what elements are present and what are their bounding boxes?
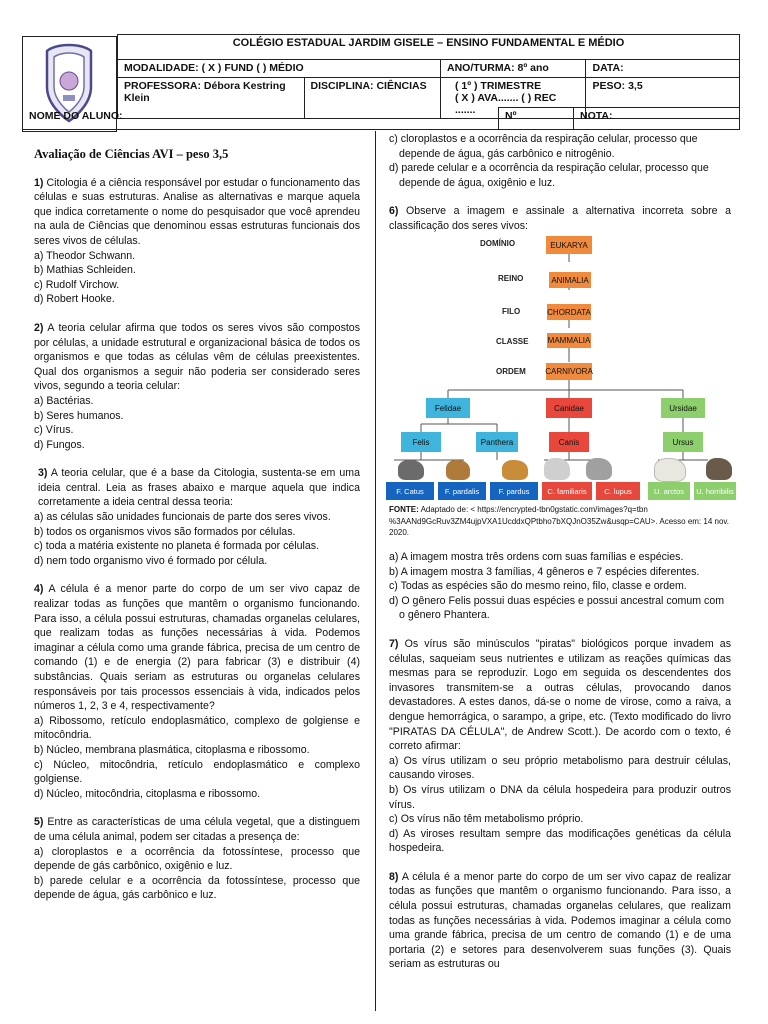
source-text: Adaptado de: < https://encrypted-tbn0gstatic.com/images?q=tbn %3AANd9GcRuv3ZM4ujpVXA1UcddxQPtbho7bXQJnO35Zw&usqp=CAU>. Acesso em: 14 nov. 2020. [389,505,730,537]
grizzly-bear-image [706,458,732,480]
q4-option-c[interactable]: c) Núcleo, mitocôndria, retículo endoplasmático e complexo golgiense. [34,758,360,786]
q5-option-b[interactable]: b) parede celular e a ocorrência da fotossíntese, processo que depende de água, gás carbônico e luz. [34,874,360,902]
species-u-arctos: U. arctos [648,482,690,500]
right-column-bottom [389,550,731,972]
species-c-familiaris: C. familiaris [542,482,592,500]
species-f-pardalis: F. pardalis [438,482,486,500]
cat-image [398,460,424,480]
question-1: 1) Citologia é a ciência responsável por estudar o funcionamento das células e suas estruturas. Analise as alternativas e marque aquela que indica corretamente o nome do pesquisador que você aprendeu na aula de Ciências que denominou essas estruturas funcionais dos seres vivos de células. [34,176,360,247]
wolf-image [586,458,612,480]
level-eukarya: EUKARYA [546,236,592,254]
ava-rec-label: ( X ) AVA....... ( ) REC ....... [454,92,557,116]
q3-option-d[interactable]: d) nem todo organismo vivo é formado por célula. [34,554,268,567]
question-7: 7) Os vírus são minúsculos "piratas" biológicos porque invadem as células, saqueiam seus nutrientes e utilizam as reações químicas das mesmas para se reproduzir. Logo em seguida os descendentes dos invasores transmitem-se a outras células, provocando danos devastadores. A estes danos, dá-se o nome de virose, como a raiva, a dengue hemorrágica, o sarampo, a gripe, etc. (Texto modificado do livro "PIRATAS DA CÉLULA", de Andrew Scott.). De acordo com o texto, é correto afirmar: [389,637,731,753]
family-canidae: Canidae [546,398,592,418]
student-number-field: Nº [499,108,574,130]
professora-field: PROFESSORA: Débora Kestring Klein [118,78,305,119]
question-8: 8) A célula é a menor parte do corpo de um ser vivo capaz de realizar todas as funções que mantêm o organismo funcionando. Para isso, a célula possui estruturas, chamadas organelas celulares, que realizam todas as funções necessárias à vida. Podemos imaginar a célula como uma grande fábrica, precisa de um centro de comando (1) e de uma portaria (2) e setores para desenvolverem suas funções (3). Quais seriam as estruturas ou [389,870,731,971]
school-name: COLÉGIO ESTADUAL JARDIM GISELE – ENSINO FUNDAMENTAL E MÉDIO [118,35,740,60]
q2-option-c[interactable]: c) Vírus. [34,424,74,437]
genus-panthera: Panthera [476,432,518,452]
species-f-catus: F. Catus [386,482,434,500]
disciplina-field: DISCIPLINA: CIÊNCIAS [304,78,440,119]
q5-option-d[interactable]: d) parede celular e a ocorrência da respiração celular, processo que depende de água, oxigênio e luz. [389,162,709,189]
q2-option-b[interactable]: b) Seres humanos. [34,409,124,422]
left-column [34,147,360,903]
rank-phylum: FILO [502,307,521,316]
q5-option-c[interactable]: c) cloroplastos e a ocorrência da respiração celular, processo que depende de água, gás carbônico e nitrogênio. [389,133,698,160]
level-chordata: CHORDATA [547,304,591,320]
student-table [22,107,740,130]
figure-source [389,504,731,539]
q7-option-c[interactable]: c) Os vírus não têm metabolismo próprio. [389,813,584,826]
q5-option-a[interactable]: a) cloroplastos e a ocorrência da fotossíntese, processo que depende de gás carbônico, oxigênio e luz. [34,845,360,873]
q3-option-c[interactable]: c) toda a matéria existente no planeta é formada por células. [34,540,320,553]
rank-domain: DOMÍNIO [480,239,516,248]
rank-class: CLASSE [496,337,529,346]
q1-option-c[interactable]: c) Rudolf Virchow. [34,278,120,291]
level-mammalia: MAMMALIA [547,333,591,348]
exam-title: Avaliação de Ciências AVI – peso 3,5 [34,147,229,161]
trimestre-label: ( 1º ) TRIMESTRE [454,80,542,92]
q6-option-d[interactable]: d) O gênero Felis possui duas espécies e possui ancestral comum com o gênero Phantera. [389,594,725,622]
genus-felis: Felis [401,432,441,452]
question-2: 2) A teoria celular afirma que todos os seres vivos são compostos por células, a unidade estrutural e organizacional básica de todos os organismos e que todas as células vêm de células preexistentes. Qual dos organismos a seguir não poderia ser considerado seres vivos, segundo a teoria celular: [34,321,360,393]
level-carnivora: CARNIVORA [546,363,592,380]
grade-field: NOTA: [574,108,740,130]
rank-kingdom: REINO [498,274,524,283]
student-name-field: NOME DO ALUNO: [23,108,499,130]
modalidade-field: MODALIDADE: ( X ) FUND ( ) MÉDIO [118,60,441,78]
genus-ursus: Ursus [663,432,703,452]
question-3: 3) A teoria celular, que é a base da Citologia, sustenta-se em uma ideia central. Leia as frases abaixo e marque aquela que indica corretamente a ideia central dessa teoria: [38,467,360,509]
ocelot-image [446,460,470,480]
species-f-pardus: F. pardus [490,482,538,500]
q6-option-c[interactable]: c) Todas as espécies são do mesmo reino, filo, classe e ordem. [389,580,687,593]
genus-canis: Canis [549,432,589,452]
q1-option-d[interactable]: d) Robert Hooke. [34,293,115,306]
q7-option-b[interactable]: b) Os vírus utilizam o DNA da célula hospedeira para produzir outros vírus. [389,783,731,811]
q4-option-a[interactable]: a) Ribossomo, retículo endoplasmático, complexo de golgiense e mitocôndria. [34,714,360,742]
q7-option-a[interactable]: a) Os vírus utilizam o seu próprio metabolismo para destruir células, causando viroses. [389,754,731,782]
family-ursidae: Ursidae [661,398,705,418]
leopard-image [502,460,528,480]
question-4: 4) A célula é a menor parte do corpo de um ser vivo capaz de realizar todas as funções que mantêm o organismo funcionando. Para isso, a célula possui estruturas, chamadas organelas celulares, que realizam todas as funções necessárias à vida. Podemos imaginar a célula como uma grande fábrica, precisa de um centro de comando (1) e de energia (2) para fabricar (3) e distribuir (4) substâncias. Quais seriam as estruturas ou organelas celulares responsáveis por tais processos essenciais à vida, indicados pelos números 1, 2, 3 e 4, respectivamente? [34,583,360,713]
q2-option-d[interactable]: d) Fungos. [34,438,85,451]
q2-option-a[interactable]: a) Bactérias. [34,394,94,407]
q4-option-b[interactable]: b) Núcleo, membrana plasmática, citoplasma e ribossomo. [34,743,310,756]
q3-option-a[interactable]: a) as células são unidades funcionais de parte dos seres vivos. [34,511,331,524]
date-field: DATA: [586,60,740,78]
ano-turma-field: ANO/TURMA: 8º ano [440,60,586,78]
q1-option-a[interactable]: a) Theodor Schwann. [34,249,136,262]
taxonomy-diagram [386,234,736,502]
polar-bear-image [654,458,686,482]
right-column-top [389,132,731,234]
q6-option-a[interactable]: a) A imagem mostra três ordens com suas famílias e espécies. [389,551,684,563]
species-c-lupus: C. lupus [596,482,640,500]
dog-image [544,458,570,480]
level-animalia: ANIMALIA [549,272,591,288]
rank-order: ORDEM [496,367,526,376]
q7-option-d[interactable]: d) As viroses resultam sempre das modificações genéticas da célula hospedeira. [389,827,731,855]
question-6: 6) Observe a imagem e assinale a alternativa incorreta sobre a classificação dos seres vivos: [389,205,731,232]
family-felidae: Felidae [426,398,470,418]
peso-field: PESO: 3,5 [586,78,740,119]
question-5: 5) Entre as características de uma célula vegetal, que a distinguem de uma célula animal, podem ser citadas a presença de: [34,816,360,843]
species-u-horribilis: U. horribilis [694,482,736,500]
source-label: FONTE: [389,505,419,514]
q4-option-d[interactable]: d) Núcleo, mitocôndria, citoplasma e ribossomo. [34,787,261,800]
q6-option-b[interactable]: b) A imagem mostra 3 famílias, 4 gêneros e 7 espécies diferentes. [389,565,700,578]
q1-option-b[interactable]: b) Mathias Schleiden. [34,264,136,277]
column-divider [375,131,376,1011]
q3-option-b[interactable]: b) todos os organismos vivos são formados por células. [34,525,296,538]
